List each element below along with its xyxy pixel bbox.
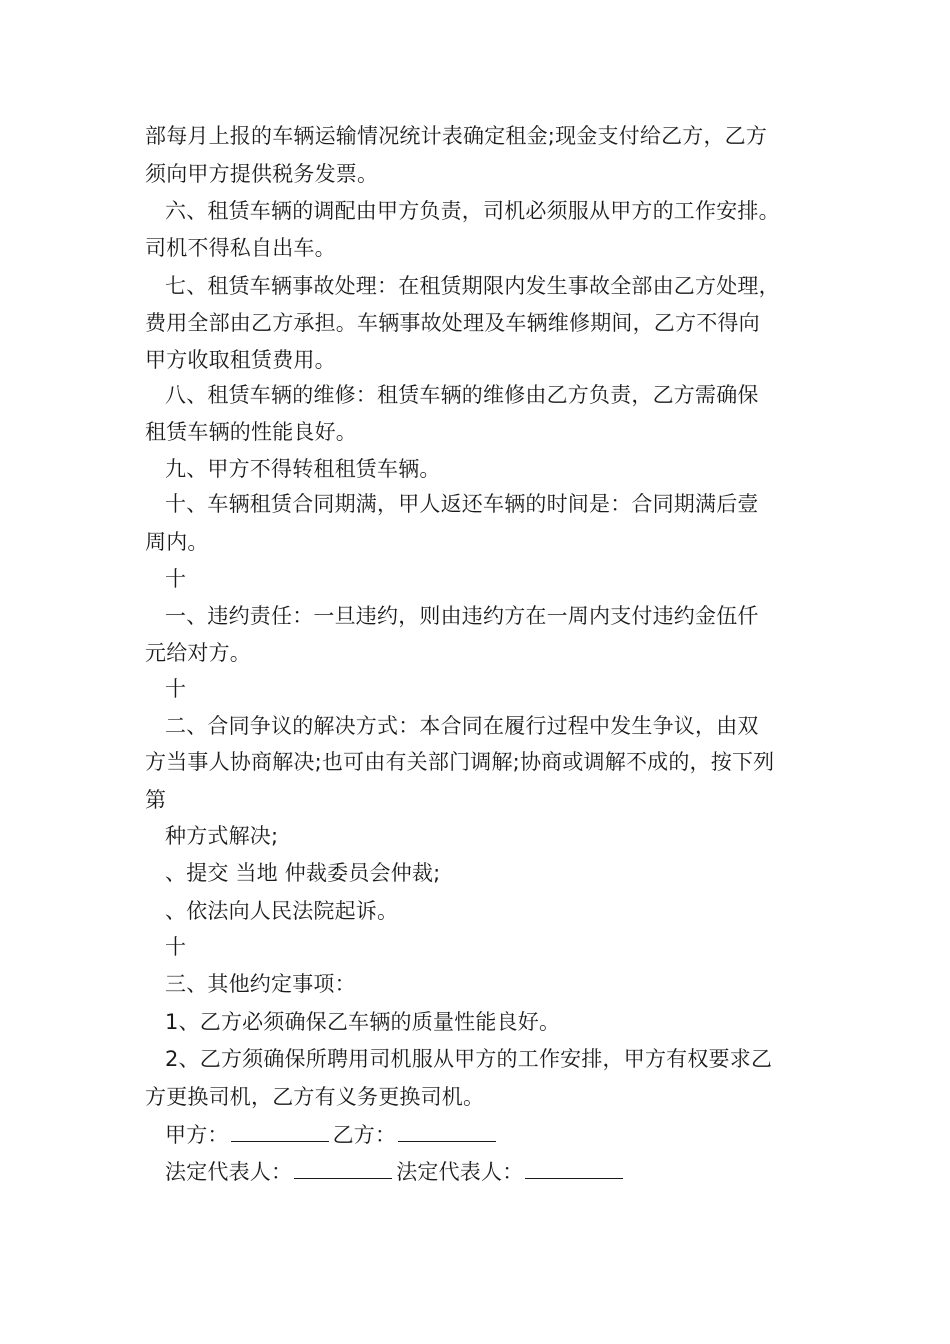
rep-a-label: 法定代表人： [165, 1160, 293, 1184]
paragraph-line: 部每月上报的车辆运输情况统计表确定租金;现金支付给乙方，乙方 [145, 124, 768, 148]
clause-13-line: 三、其他约定事项： [165, 972, 356, 996]
party-a-blank [231, 1119, 329, 1142]
signature-parties-row [165, 1119, 500, 1150]
paragraph-line: 方当事人协商解决;也可由有关部门调解;协商或调解不成的，按下列 [145, 750, 775, 774]
paragraph-line: 司机不得私自出车。 [145, 236, 336, 260]
paragraph-line: 须向甲方提供税务发票。 [145, 162, 379, 186]
clause-8-line: 八、租赁车辆的维修：租赁车辆的维修由乙方负责，乙方需确保 [165, 383, 759, 407]
paragraph-line: 费用全部由乙方承担。车辆事故处理及车辆维修期间，乙方不得向 [145, 311, 760, 335]
paragraph-line: 方更换司机，乙方有义务更换司机。 [145, 1085, 485, 1109]
rep-b-blank [525, 1156, 623, 1179]
list-item: 2、乙方须确保所聘用司机服从甲方的工作安排，甲方有权要求乙 [165, 1047, 773, 1071]
paragraph-line: 第 [145, 788, 167, 812]
paragraph-line: 种方式解决; [165, 824, 279, 848]
clause-6-line: 六、租赁车辆的调配由甲方负责，司机必须服从甲方的工作安排。 [165, 199, 780, 223]
list-item: 、提交 当地 仲裁委员会仲裁; [165, 861, 441, 885]
rep-b-label: 法定代表人： [396, 1160, 524, 1184]
clause-10-line: 十、车辆租赁合同期满，甲人返还车辆的时间是：合同期满后壹 [165, 492, 759, 516]
rep-a-blank [294, 1156, 392, 1179]
list-item: 、依法向人民法院起诉。 [165, 899, 399, 923]
clause-number: 十 [165, 677, 187, 701]
party-b-blank [398, 1119, 496, 1142]
clause-12-line: 二、合同争议的解决方式：本合同在履行过程中发生争议，由双 [165, 714, 759, 738]
clause-number: 十 [165, 935, 187, 959]
paragraph-line: 甲方收取租赁费用。 [145, 348, 336, 372]
list-item: 1、乙方必须确保乙车辆的质量性能良好。 [165, 1010, 561, 1034]
clause-number: 十 [165, 567, 187, 591]
clause-9-line: 九、甲方不得转租租赁车辆。 [165, 457, 441, 481]
paragraph-line: 租赁车辆的性能良好。 [145, 420, 357, 444]
signature-representatives-row [165, 1156, 627, 1187]
party-b-label: 乙方： [332, 1123, 397, 1147]
paragraph-line: 周内。 [145, 530, 209, 554]
clause-7-line: 七、租赁车辆事故处理：在租赁期限内发生事故全部由乙方处理， [165, 274, 780, 298]
party-a-label: 甲方： [165, 1123, 229, 1147]
clause-11-line: 一、违约责任：一旦违约，则由违约方在一周内支付违约金伍仟 [165, 604, 759, 628]
paragraph-line: 元给对方。 [145, 641, 251, 665]
